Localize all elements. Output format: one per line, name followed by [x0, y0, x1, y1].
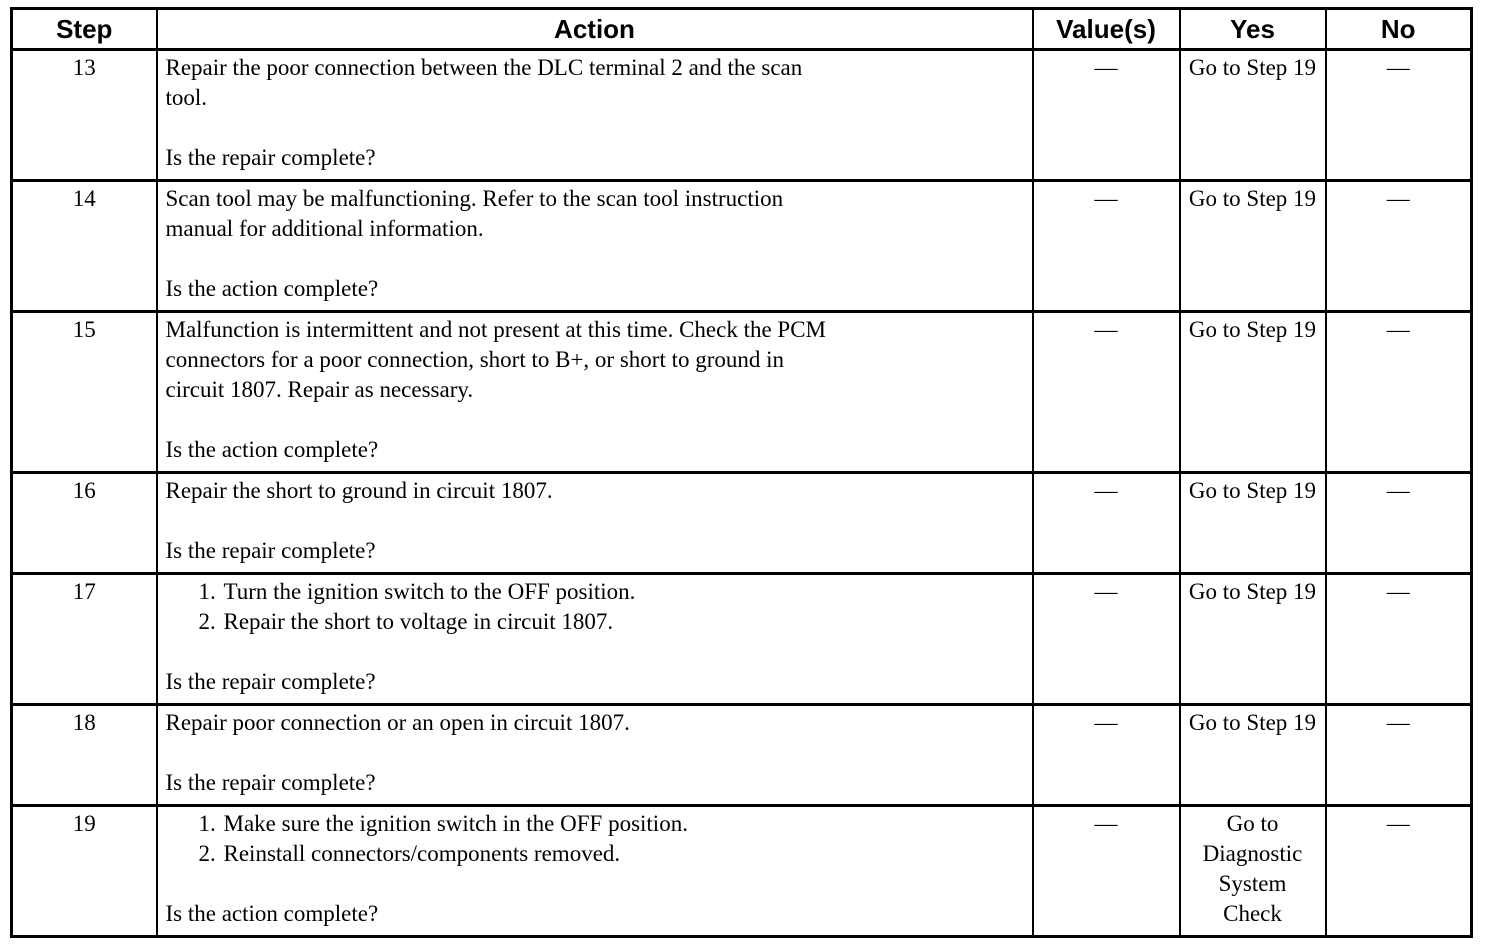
table-row: [12, 50, 1472, 181]
yes-cell: Go to Step 19: [1180, 574, 1326, 705]
value-cell: —: [1033, 312, 1180, 473]
action-cell: [157, 181, 1033, 312]
value-cell: —: [1033, 574, 1180, 705]
spacer: [166, 113, 1024, 143]
value-cell: —: [1033, 181, 1180, 312]
yes-cell: Go to Step 19: [1180, 50, 1326, 181]
value-cell: —: [1033, 473, 1180, 574]
action-question: Is the repair complete?: [165, 145, 376, 170]
action-cell: [157, 50, 1033, 181]
yes-cell: Go to Diagnostic System Check: [1180, 806, 1326, 937]
no-cell: —: [1326, 806, 1472, 937]
header-no: No: [1326, 9, 1472, 50]
action-text-line: Malfunction is intermittent and not present at this time. Check the PCM: [165, 317, 827, 342]
numbered-step: 1. Turn the ignition switch to the OFF position.: [222, 577, 1024, 607]
action-text-line: manual for additional information.: [165, 216, 484, 241]
step-number: 14: [12, 181, 157, 312]
action-cell: [157, 806, 1033, 937]
numbered-step: 2. Repair the short to voltage in circuit 1807.: [222, 607, 1024, 637]
step-number: 16: [12, 473, 157, 574]
spacer: [166, 405, 1024, 435]
action-question: Is the action complete?: [165, 901, 379, 926]
diagnostic-table-container: [10, 7, 1473, 938]
numbered-step: 1. Make sure the ignition switch in the OFF position.: [222, 809, 1024, 839]
header-row: [12, 9, 1472, 50]
action-text-line: Repair the poor connection between the DLC terminal 2 and the scan: [165, 55, 803, 80]
table-row: [12, 473, 1472, 574]
table-row: [12, 806, 1472, 937]
numbered-step: 2. Reinstall connectors/components removed.: [222, 839, 1024, 869]
step-number: 13: [12, 50, 157, 181]
header-yes: Yes: [1180, 9, 1326, 50]
step-number: 15: [12, 312, 157, 473]
action-cell: [157, 574, 1033, 705]
table-row: [12, 574, 1472, 705]
table-row: [12, 181, 1472, 312]
value-cell: —: [1033, 806, 1180, 937]
action-cell: [157, 473, 1033, 574]
no-cell: —: [1326, 574, 1472, 705]
yes-cell: Go to Step 19: [1180, 312, 1326, 473]
value-cell: —: [1033, 705, 1180, 806]
header-step: Step: [12, 9, 157, 50]
action-text-line: Repair poor connection or an open in circuit 1807.: [165, 710, 630, 735]
action-text-line: Repair the short to ground in circuit 1807.: [165, 478, 553, 503]
header-action: Action: [157, 9, 1033, 50]
action-text-line: circuit 1807. Repair as necessary.: [165, 377, 474, 402]
no-cell: —: [1326, 50, 1472, 181]
no-cell: —: [1326, 473, 1472, 574]
action-text-line: tool.: [165, 85, 208, 110]
action-cell: [157, 312, 1033, 473]
action-question: Is the repair complete?: [165, 669, 376, 694]
header-values: Value(s): [1033, 9, 1180, 50]
spacer: [166, 869, 1024, 899]
action-text-line: Scan tool may be malfunctioning. Refer to the scan tool instruction: [165, 186, 784, 211]
step-number: 17: [12, 574, 157, 705]
table-body: [12, 50, 1472, 937]
action-cell: [157, 705, 1033, 806]
no-cell: —: [1326, 181, 1472, 312]
table-row: [12, 705, 1472, 806]
yes-cell: Go to Step 19: [1180, 473, 1326, 574]
action-question: Is the action complete?: [165, 276, 379, 301]
spacer: [166, 738, 1024, 768]
spacer: [166, 506, 1024, 536]
action-question: Is the repair complete?: [165, 770, 376, 795]
yes-cell: Go to Step 19: [1180, 705, 1326, 806]
step-number: 19: [12, 806, 157, 937]
action-question: Is the repair complete?: [165, 538, 376, 563]
no-cell: —: [1326, 705, 1472, 806]
numbered-steps: [166, 577, 1024, 637]
no-cell: —: [1326, 312, 1472, 473]
diagnostic-table: [10, 7, 1473, 938]
yes-cell: Go to Step 19: [1180, 181, 1326, 312]
action-question: Is the action complete?: [165, 437, 379, 462]
spacer: [166, 244, 1024, 274]
action-text-line: connectors for a poor connection, short to B+, or short to ground in: [165, 347, 785, 372]
step-number: 18: [12, 705, 157, 806]
value-cell: —: [1033, 50, 1180, 181]
spacer: [166, 637, 1024, 667]
numbered-steps: [166, 809, 1024, 869]
table-row: [12, 312, 1472, 473]
